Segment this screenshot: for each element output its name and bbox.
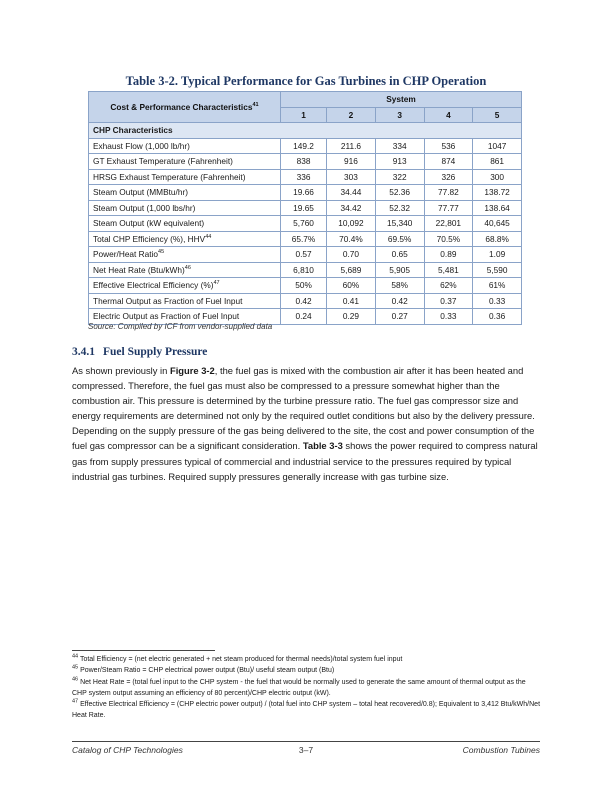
cell-system-5: 68.8% — [473, 231, 522, 247]
row-label: HRSG Exhaust Temperature (Fahrenheit) — [89, 169, 281, 185]
footnote: $^{46}$ Net Heat Rate = (total fuel input to the CHP system - the fuel that would be normally used to generate the same amount of thermal output as the CHP system output assuming an efficiency of 80 percent)/CHP electric output (kW). — [72, 676, 526, 697]
cell-system-5: 861 — [473, 154, 522, 170]
table-row — [89, 262, 522, 278]
cell-system-1: 149.2 — [281, 138, 327, 154]
table-row — [89, 200, 522, 216]
row-label: Thermal Output as Fraction of Fuel Input — [89, 293, 281, 309]
cell-system-4: 62% — [424, 278, 473, 294]
cell-system-2: 0.29 — [327, 309, 376, 325]
header-system: System — [281, 92, 522, 108]
table-source: Source: Compiled by ICF from vendor-supplied data — [88, 322, 273, 331]
table-header-row — [89, 92, 522, 108]
cell-system-2: 5,689 — [327, 262, 376, 278]
row-label: GT Exhaust Temperature (Fahrenheit) — [89, 154, 281, 170]
cell-system-1: 65.7% — [281, 231, 327, 247]
header-cost-performance: Cost & Performance Characteristics$^{41}$ — [89, 92, 281, 123]
cell-system-3: 322 — [375, 169, 424, 185]
cell-system-5: 1047 — [473, 138, 522, 154]
cell-system-5: 5,590 — [473, 262, 522, 278]
cell-system-3: 334 — [375, 138, 424, 154]
cell-system-2: 303 — [327, 169, 376, 185]
cell-system-1: 6,810 — [281, 262, 327, 278]
cell-system-3: 15,340 — [375, 216, 424, 232]
section-row — [89, 123, 522, 139]
table-row — [89, 185, 522, 201]
cell-system-2: 0.70 — [327, 247, 376, 263]
figure-reference: Figure 3-2 — [169, 365, 215, 376]
cell-system-2: 0.41 — [327, 293, 376, 309]
row-label: Electric Output as Fraction of Fuel Input — [89, 309, 281, 325]
row-label: Effective Electrical Efficiency (%)$^{47}$ — [89, 278, 281, 294]
cell-system-3: 5,905 — [375, 262, 424, 278]
footnote-divider — [72, 650, 215, 651]
footnote: $^{45}$ Power/Steam Ratio = CHP electrical power output (Btu)/ useful steam output (Btu) — [72, 664, 335, 675]
row-label: Power/Heat Ratio$^{45}$ — [89, 247, 281, 263]
cell-system-5: 138.72 — [473, 185, 522, 201]
cell-system-1: 5,760 — [281, 216, 327, 232]
cell-system-5: 1.09 — [473, 247, 522, 263]
cell-system-4: 70.5% — [424, 231, 473, 247]
table-row — [89, 169, 522, 185]
header-system-5: 5 — [473, 107, 522, 123]
cell-system-5: 40,645 — [473, 216, 522, 232]
footnote: $^{47}$ Effective Electrical Efficiency = (CHP electric power output) / (total fuel into CHP system – total heat recovered/0.8); Equivalent to 3,412 Btu/kWh/Net Heat Rate. — [72, 698, 541, 720]
cell-system-2: 60% — [327, 278, 376, 294]
cell-system-3: 58% — [375, 278, 424, 294]
cell-system-1: 838 — [281, 154, 327, 170]
footnote: $^{44}$ Total Efficiency = (net electric generated + net steam produced for thermal needs)/total system fuel input — [72, 653, 403, 663]
cell-system-4: 0.89 — [424, 247, 473, 263]
table-row — [89, 278, 522, 294]
footer-catalog-title: Catalog of CHP Technologies — [72, 745, 183, 755]
table-row — [89, 247, 522, 263]
table-row — [89, 216, 522, 232]
section-label: CHP Characteristics — [89, 123, 522, 139]
cell-system-2: 34.42 — [327, 200, 376, 216]
table-row — [89, 154, 522, 170]
row-label: Steam Output (1,000 lbs/hr) — [89, 200, 281, 216]
cell-system-1: 0.24 — [281, 309, 327, 325]
header-system-4: 4 — [424, 107, 473, 123]
cell-system-2: 10,092 — [327, 216, 376, 232]
row-label: Steam Output (kW equivalent) — [89, 216, 281, 232]
section-heading — [72, 346, 207, 358]
cell-system-2: 70.4% — [327, 231, 376, 247]
cell-system-1: 0.42 — [281, 293, 327, 309]
footer-chapter-title: Combustion Tubines — [462, 745, 540, 755]
cell-system-4: 5,481 — [424, 262, 473, 278]
cell-system-2: 211.6 — [327, 138, 376, 154]
performance-table — [88, 91, 522, 325]
table-row — [89, 138, 522, 154]
cell-system-5: 138.64 — [473, 200, 522, 216]
header-system-3: 3 — [375, 107, 424, 123]
table-row — [89, 293, 522, 309]
cell-system-4: 77.77 — [424, 200, 473, 216]
header-system-1: 1 — [281, 107, 327, 123]
table-title: Table 3-2. Typical Performance for Gas Turbines in CHP Operation — [125, 74, 487, 88]
cell-system-3: 52.32 — [375, 200, 424, 216]
cell-system-4: 536 — [424, 138, 473, 154]
body-paragraph: As shown previously in Figure 3-2, the fuel gas is mixed with the combustion air after it has been heated and compressed. Therefore, the fuel gas must also be compressed to a pressure somewhat higher than the combustion air. This pressure is determined by the turbine pressure ratio. The fuel gas compressor size and energy requirements are determined not only by the required outlet conditions but also by the delivery pressure. Depending on the supply pressure of the gas being delivered to the site, the cost and power consumption of the fuel gas compressor can be a significant consideration. Table 3-3 shows the power required to compress natural gas from supply pressures typical of commercial and industrial service to the pressures required by typical industrial gas turbines. Required supply pressures generally increase with gas turbine size. — [72, 365, 538, 482]
header-system-2: 2 — [327, 107, 376, 123]
cell-system-4: 0.37 — [424, 293, 473, 309]
cell-system-3: 0.27 — [375, 309, 424, 325]
cell-system-5: 300 — [473, 169, 522, 185]
cell-system-1: 0.57 — [281, 247, 327, 263]
cell-system-1: 50% — [281, 278, 327, 294]
cell-system-3: 52.36 — [375, 185, 424, 201]
cell-system-5: 0.36 — [473, 309, 522, 325]
section-title: Fuel Supply Pressure — [103, 346, 208, 358]
footnotes — [72, 654, 542, 722]
cell-system-2: 916 — [327, 154, 376, 170]
table-reference: Table 3-3 — [302, 440, 343, 452]
cell-system-4: 0.33 — [424, 309, 473, 325]
cell-system-1: 336 — [281, 169, 327, 185]
cell-system-5: 61% — [473, 278, 522, 294]
row-label: Total CHP Efficiency (%), HHV$^{44}$ — [89, 231, 281, 247]
footer-divider — [72, 741, 540, 742]
cell-system-3: 0.42 — [375, 293, 424, 309]
cell-system-3: 913 — [375, 154, 424, 170]
row-label: Net Heat Rate $(Btu/kWh)^{46}$ — [89, 262, 281, 278]
cell-system-3: 0.65 — [375, 247, 424, 263]
cell-system-4: 874 — [424, 154, 473, 170]
row-label: Steam Output (MMBtu/hr) — [89, 185, 281, 201]
cell-system-4: 326 — [424, 169, 473, 185]
cell-system-3: 69.5% — [375, 231, 424, 247]
cell-system-1: 19.66 — [281, 185, 327, 201]
row-label: Exhaust Flow (1,000 lb/hr) — [89, 138, 281, 154]
cell-system-5: 0.33 — [473, 293, 522, 309]
cell-system-4: 77.82 — [424, 185, 473, 201]
table-row — [89, 231, 522, 247]
cell-system-4: 22,801 — [424, 216, 473, 232]
page-number: 3–7 — [298, 745, 314, 755]
cell-system-2: 34.44 — [327, 185, 376, 201]
cell-system-1: 19.65 — [281, 200, 327, 216]
section-number: 3.4.1 — [72, 346, 95, 358]
